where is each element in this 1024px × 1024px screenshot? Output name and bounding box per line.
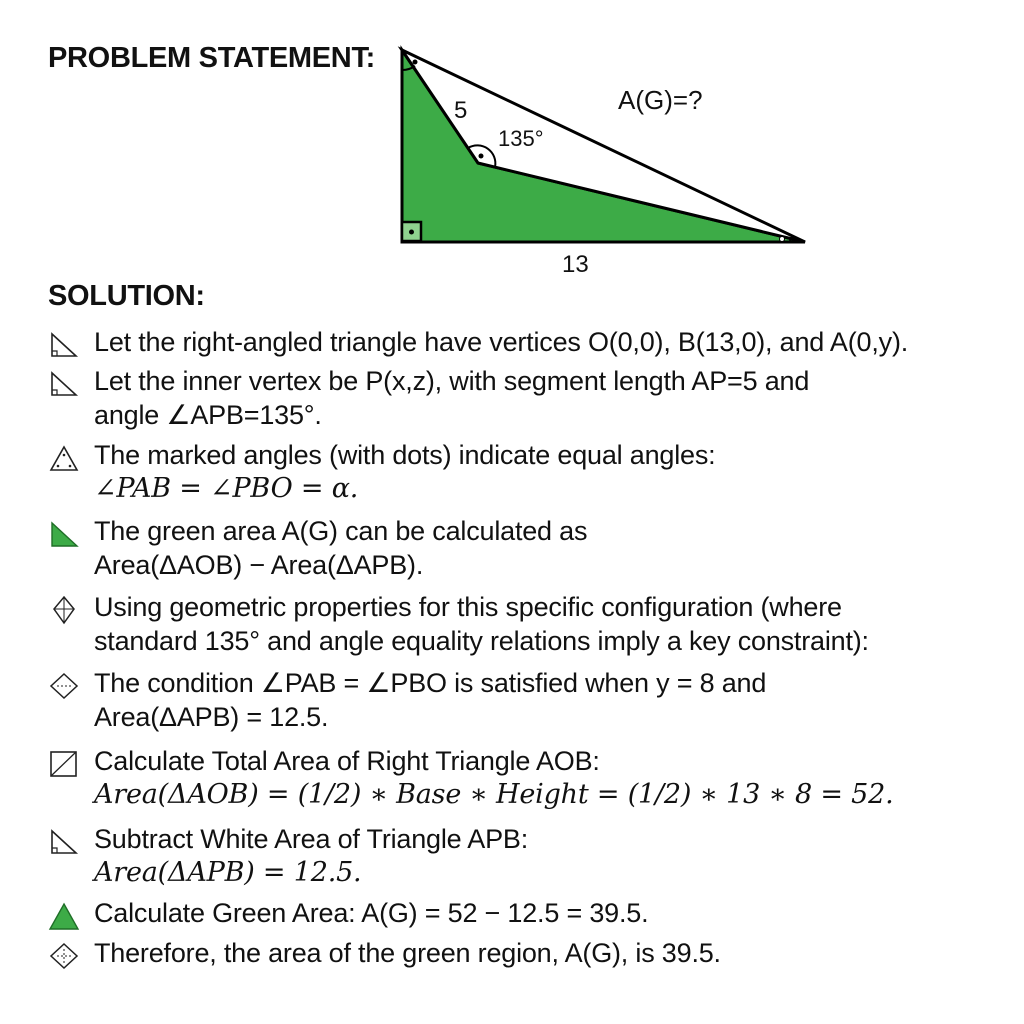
solution-step — [46, 590, 1006, 658]
right-triangle-outline-icon — [48, 827, 80, 857]
step-line: standard 135° and angle equality relations imply a key constraint): — [94, 626, 869, 656]
step-line: The green area A(G) can be calculated as — [94, 516, 588, 546]
geometric-solid-icon — [48, 595, 80, 625]
label-ap: 5 — [454, 97, 468, 124]
label-question: A(G)=? — [618, 85, 703, 115]
problem-heading: PROBLEM STATEMENT: — [48, 42, 376, 74]
step-line: Let the inner vertex be P(x,z), with segment length AP=5 and — [94, 366, 810, 396]
solution-step — [46, 744, 1006, 812]
solution-step — [46, 822, 1006, 890]
step-line: Calculate Total Area of Right Triangle AOB: — [94, 746, 600, 776]
solution-steps — [46, 325, 1006, 970]
step-line: The condition ∠PAB = ∠PBO is satisfied when y = 8 and — [94, 668, 767, 698]
angle-dot-b — [780, 237, 785, 242]
label-angle: 135° — [498, 126, 544, 151]
step-line: Let the right-angled triangle have vertices O(0,0), B(13,0), and A(0,y). — [94, 327, 909, 357]
green-right-triangle-icon — [48, 519, 80, 549]
step-line: Area(ΔAPB) = 12.5. — [94, 857, 362, 888]
solution-step — [46, 364, 1006, 432]
step-line: Area(ΔAOB) − Area(ΔAPB). — [94, 550, 424, 580]
dotted-diamond-icon — [48, 671, 80, 701]
solution-step — [46, 936, 1006, 970]
angle-dot-a — [413, 60, 418, 65]
angle-dot-p — [479, 154, 484, 159]
right-triangle-outline-icon — [48, 369, 80, 399]
right-triangle-outline-icon — [48, 330, 80, 360]
step-line: angle ∠APB=135°. — [94, 400, 322, 430]
solution-step — [46, 896, 1006, 930]
dotted-diamond-icon — [48, 941, 80, 971]
label-base: 13 — [562, 251, 589, 278]
green-triangle-icon — [48, 901, 80, 931]
step-line: Therefore, the area of the green region, A(G), is 39.5. — [94, 938, 721, 968]
solution-step — [46, 438, 1006, 506]
solution-step — [46, 325, 1006, 359]
problem-figure — [380, 30, 820, 290]
step-line: Using geometric properties for this specific configuration (where — [94, 592, 842, 622]
step-line: The marked angles (with dots) indicate equal angles: — [94, 440, 716, 470]
square-diagonal-icon — [48, 749, 80, 779]
step-line: Area(ΔAPB) = 12.5. — [94, 702, 329, 732]
step-line: Subtract White Area of Triangle APB: — [94, 824, 529, 854]
right-angle-dot — [409, 230, 414, 235]
step-line: Area(ΔAOB) = (1/2) ∗ Base ∗ Height = (1/2) ∗ 13 ∗ 8 = 52. — [94, 779, 894, 810]
step-line: Calculate Green Area: A(G) = 52 − 12.5 = 39.5. — [94, 898, 649, 928]
solution-step — [46, 666, 1006, 734]
dotted-triangle-icon — [48, 443, 80, 473]
solution-heading: SOLUTION: — [48, 280, 205, 312]
solution-step — [46, 514, 1006, 582]
step-line: ∠PAB = ∠PBO = α. — [94, 473, 359, 504]
